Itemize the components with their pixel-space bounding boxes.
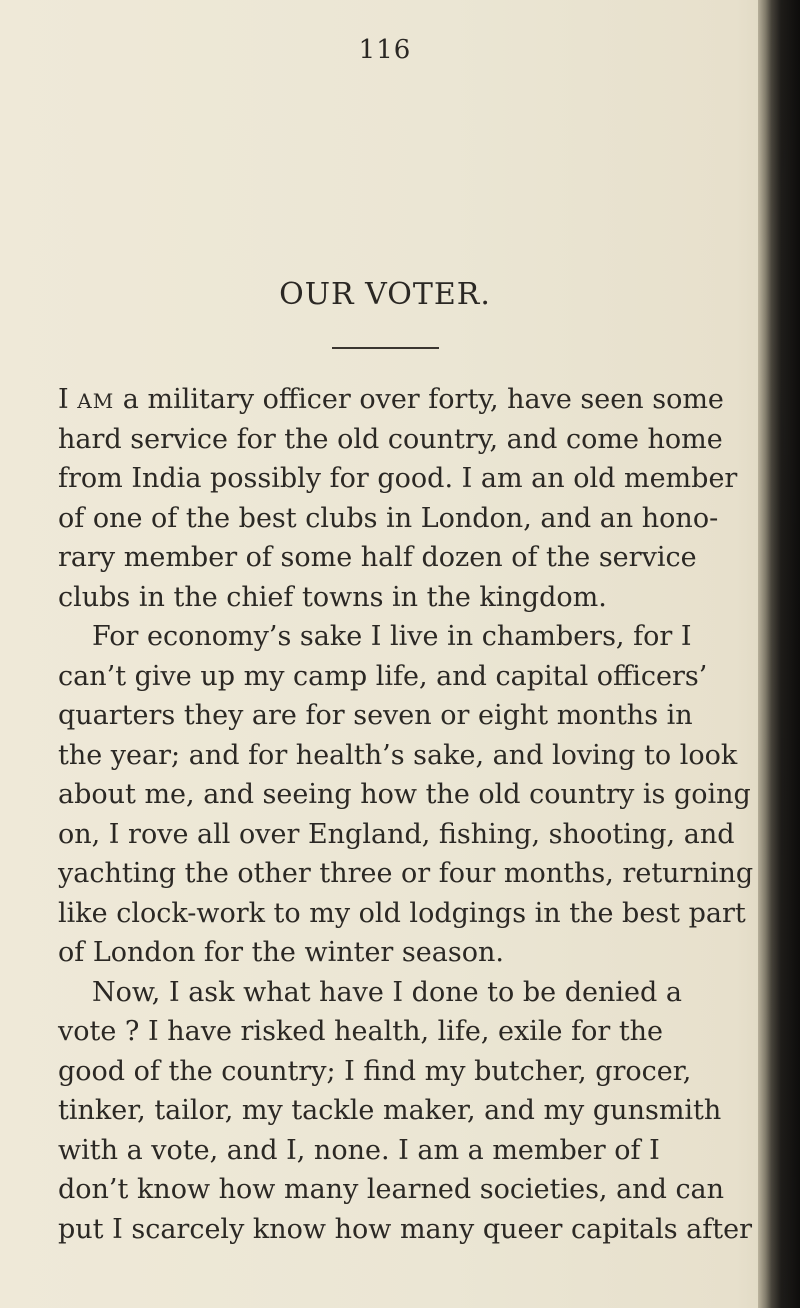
text-line-content: from India possibly for good. I am an old member <box>58 463 738 494</box>
text-line-content: yachting the other three or four months, returning <box>58 858 754 889</box>
text-line <box>0 1012 800 1052</box>
text-line <box>0 420 800 460</box>
text-line <box>0 933 800 973</box>
text-line <box>0 617 800 657</box>
text-line <box>0 854 800 894</box>
text-line <box>0 1210 800 1250</box>
text-line <box>0 894 800 934</box>
opening-rest: a military officer over forty, have seen some <box>122 384 724 415</box>
page-number: 116 <box>358 35 412 65</box>
text-line-content: on, I rove all over England, fishing, shooting, and <box>58 818 735 850</box>
text-line-content: of one of the best clubs in London, and an hono- <box>58 502 719 534</box>
text-line-content: like clock-work to my old lodgings in the best part <box>58 897 746 929</box>
text-line-content: tinker, tailor, my tackle maker, and my gunsmith <box>58 1095 722 1126</box>
text-line-content: of London for the winter season. <box>58 937 504 968</box>
text-line-content: quarters they are for seven or eight months in <box>58 700 693 731</box>
text-line-content: rary member of some half dozen of the service <box>58 542 697 573</box>
text-line <box>0 380 800 420</box>
text-line-content: Now, I ask what have I done to be denied a <box>92 976 682 1008</box>
text-line-content: can’t give up my camp life, and capital officers’ <box>58 660 708 692</box>
text-line <box>0 1091 800 1131</box>
text-line <box>0 499 800 539</box>
text-line-content: put I scarcely know how many queer capitals after <box>58 1213 752 1245</box>
text-line <box>0 736 800 776</box>
text-line <box>0 538 800 578</box>
opening-initial: I <box>58 384 69 415</box>
text-line <box>0 815 800 855</box>
text-line <box>0 775 800 815</box>
text-line <box>0 1170 800 1210</box>
text-line-content: For economy’s sake I live in chambers, for I <box>92 621 692 652</box>
text-line-content: about me, and seeing how the old country is going <box>58 779 751 810</box>
text-line <box>0 1131 800 1171</box>
body-text <box>0 380 800 1249</box>
text-line <box>0 696 800 736</box>
text-line-content: don’t know how many learned societies, and can <box>58 1174 725 1205</box>
text-line-content: with a vote, and I, none. I am a member of I <box>58 1134 660 1166</box>
text-line <box>0 973 800 1013</box>
opening-line <box>58 380 724 422</box>
chapter-title: OUR VOTER. <box>279 277 491 312</box>
text-line <box>0 1052 800 1092</box>
text-line-content: the year; and for health’s sake, and loving to look <box>58 739 738 771</box>
text-line <box>0 657 800 697</box>
text-line-content: hard service for the old country, and come home <box>58 423 723 455</box>
text-line-content: good of the country; I find my butcher, grocer, <box>58 1055 692 1087</box>
title-rule <box>332 347 439 349</box>
text-line-content: clubs in the chief towns in the kingdom. <box>58 581 607 613</box>
text-line <box>0 459 800 499</box>
text-line-content: vote ? I have risked health, life, exile for the <box>58 1016 664 1047</box>
text-line <box>0 578 800 618</box>
opening-smallcaps: AM <box>77 389 115 413</box>
